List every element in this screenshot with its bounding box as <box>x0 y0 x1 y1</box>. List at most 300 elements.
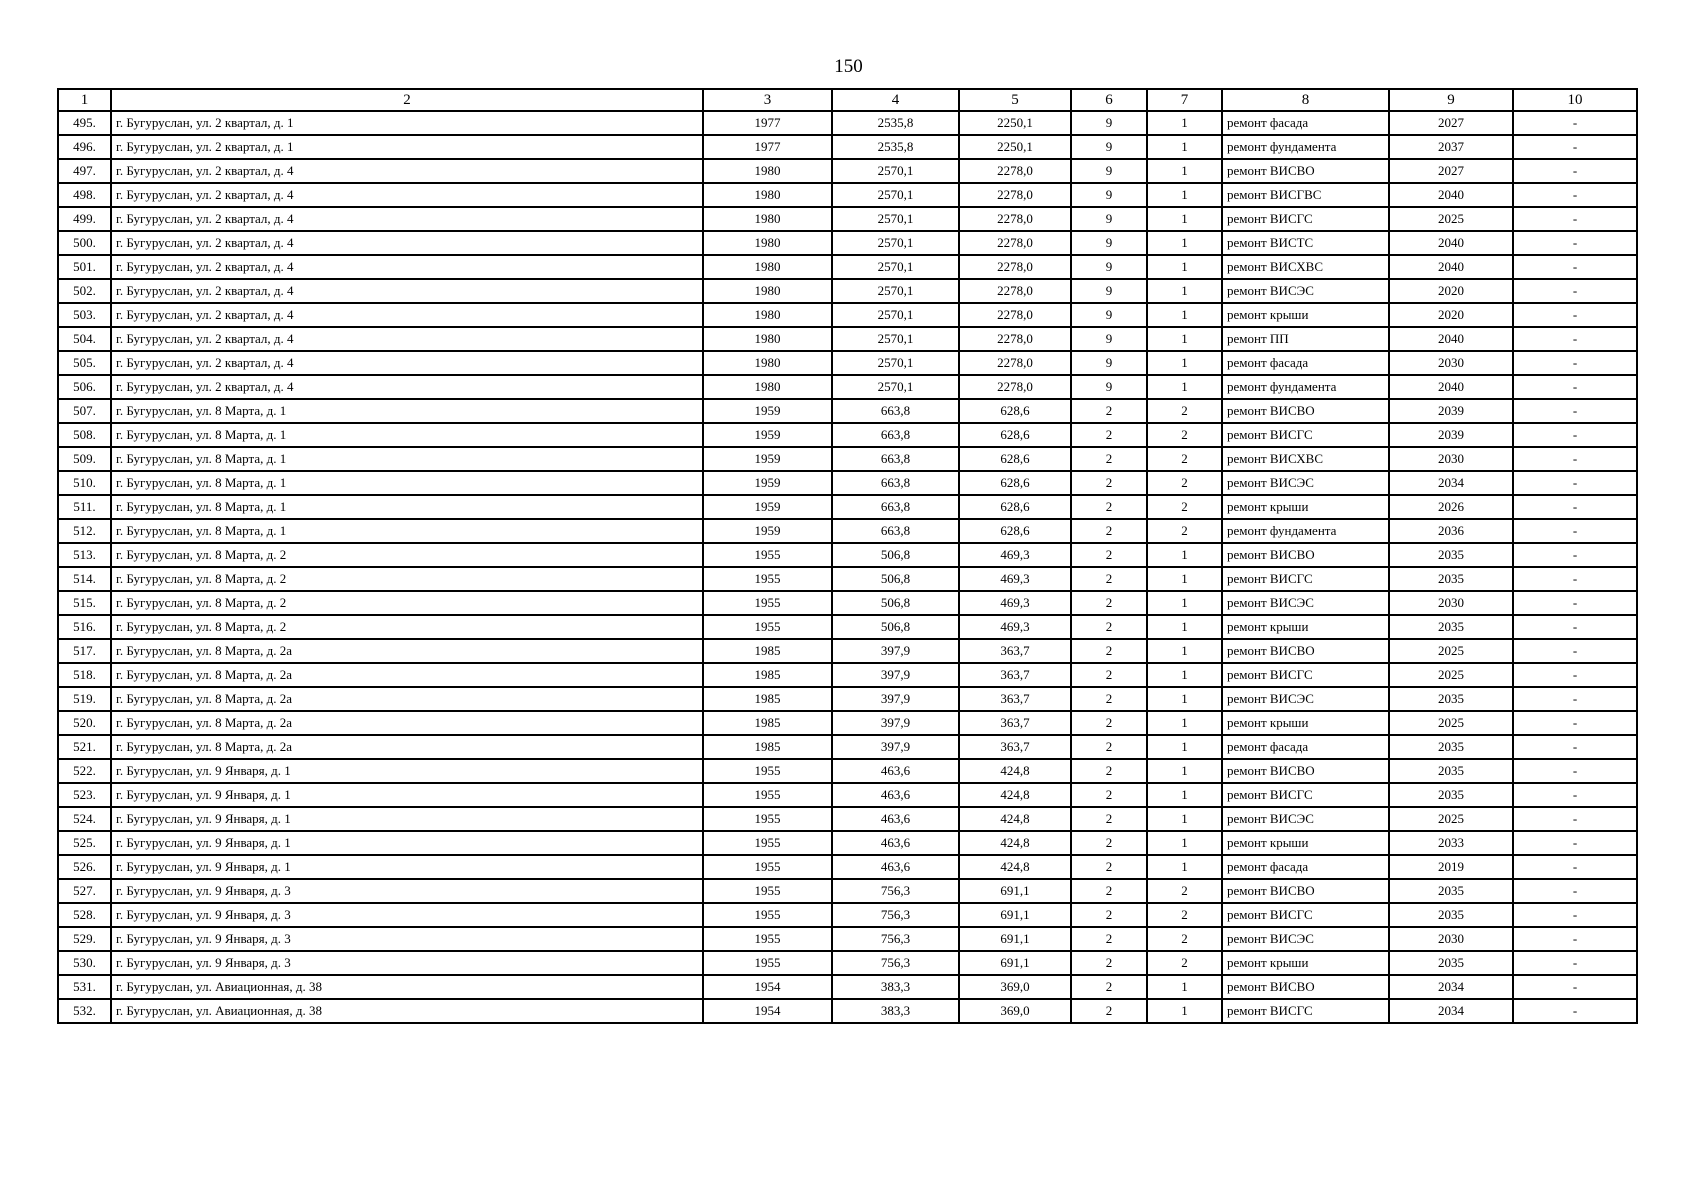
living-area-cell: 2278,0 <box>959 255 1071 279</box>
year-cell: 1985 <box>703 639 832 663</box>
total-area-cell: 2535,8 <box>832 111 959 135</box>
work-type-cell: ремонт ВИСХВС <box>1222 447 1389 471</box>
work-type-cell: ремонт ВИСЭС <box>1222 927 1389 951</box>
year-cell: 1955 <box>703 951 832 975</box>
work-type-cell: ремонт ВИСЭС <box>1222 687 1389 711</box>
floors-cell: 2 <box>1071 567 1147 591</box>
living-area-cell: 2278,0 <box>959 159 1071 183</box>
table-row <box>58 927 1637 951</box>
table-body <box>58 111 1637 1023</box>
address-cell: г. Бугуруслан, ул. 8 Марта, д. 2 <box>111 567 703 591</box>
work-year-cell: 2035 <box>1389 735 1513 759</box>
year-cell: 1959 <box>703 519 832 543</box>
floors-cell: 9 <box>1071 207 1147 231</box>
row-number: 525. <box>58 831 111 855</box>
total-area-cell: 383,3 <box>832 999 959 1023</box>
entrances-cell: 1 <box>1147 159 1222 183</box>
year-cell: 1955 <box>703 855 832 879</box>
year-cell: 1955 <box>703 903 832 927</box>
living-area-cell: 469,3 <box>959 615 1071 639</box>
work-type-cell: ремонт крыши <box>1222 951 1389 975</box>
living-area-cell: 469,3 <box>959 543 1071 567</box>
table-row <box>58 735 1637 759</box>
note-cell: - <box>1513 687 1637 711</box>
note-cell: - <box>1513 999 1637 1023</box>
floors-cell: 2 <box>1071 975 1147 999</box>
table-row <box>58 807 1637 831</box>
work-type-cell: ремонт фасада <box>1222 351 1389 375</box>
note-cell: - <box>1513 639 1637 663</box>
entrances-cell: 1 <box>1147 711 1222 735</box>
note-cell: - <box>1513 279 1637 303</box>
table-row <box>58 711 1637 735</box>
table-row <box>58 351 1637 375</box>
total-area-cell: 756,3 <box>832 879 959 903</box>
row-number: 527. <box>58 879 111 903</box>
note-cell: - <box>1513 855 1637 879</box>
row-number: 516. <box>58 615 111 639</box>
address-cell: г. Бугуруслан, ул. 8 Марта, д. 1 <box>111 399 703 423</box>
year-cell: 1985 <box>703 663 832 687</box>
living-area-cell: 2278,0 <box>959 327 1071 351</box>
floors-cell: 2 <box>1071 903 1147 927</box>
total-area-cell: 397,9 <box>832 711 959 735</box>
entrances-cell: 1 <box>1147 591 1222 615</box>
entrances-cell: 2 <box>1147 423 1222 447</box>
note-cell: - <box>1513 951 1637 975</box>
address-cell: г. Бугуруслан, ул. 9 Января, д. 3 <box>111 903 703 927</box>
living-area-cell: 424,8 <box>959 807 1071 831</box>
living-area-cell: 424,8 <box>959 855 1071 879</box>
work-year-cell: 2040 <box>1389 231 1513 255</box>
work-year-cell: 2040 <box>1389 327 1513 351</box>
year-cell: 1977 <box>703 111 832 135</box>
note-cell: - <box>1513 495 1637 519</box>
total-area-cell: 663,8 <box>832 399 959 423</box>
work-year-cell: 2034 <box>1389 471 1513 495</box>
column-header-4: 4 <box>832 89 959 111</box>
table-row <box>58 855 1637 879</box>
floors-cell: 9 <box>1071 135 1147 159</box>
entrances-cell: 1 <box>1147 183 1222 207</box>
work-year-cell: 2034 <box>1389 975 1513 999</box>
living-area-cell: 363,7 <box>959 735 1071 759</box>
row-number: 509. <box>58 447 111 471</box>
entrances-cell: 2 <box>1147 519 1222 543</box>
total-area-cell: 506,8 <box>832 591 959 615</box>
table-row <box>58 375 1637 399</box>
note-cell: - <box>1513 567 1637 591</box>
row-number: 510. <box>58 471 111 495</box>
year-cell: 1980 <box>703 375 832 399</box>
row-number: 521. <box>58 735 111 759</box>
floors-cell: 2 <box>1071 495 1147 519</box>
address-cell: г. Бугуруслан, ул. 9 Января, д. 3 <box>111 951 703 975</box>
note-cell: - <box>1513 447 1637 471</box>
table-row <box>58 255 1637 279</box>
row-number: 511. <box>58 495 111 519</box>
entrances-cell: 1 <box>1147 279 1222 303</box>
total-area-cell: 756,3 <box>832 927 959 951</box>
living-area-cell: 691,1 <box>959 879 1071 903</box>
living-area-cell: 2278,0 <box>959 303 1071 327</box>
floors-cell: 2 <box>1071 855 1147 879</box>
year-cell: 1959 <box>703 423 832 447</box>
table-row <box>58 423 1637 447</box>
total-area-cell: 2570,1 <box>832 183 959 207</box>
work-type-cell: ремонт ВИСГС <box>1222 903 1389 927</box>
work-type-cell: ремонт ВИСЭС <box>1222 807 1389 831</box>
address-cell: г. Бугуруслан, ул. 2 квартал, д. 4 <box>111 375 703 399</box>
note-cell: - <box>1513 591 1637 615</box>
living-area-cell: 691,1 <box>959 927 1071 951</box>
address-cell: г. Бугуруслан, ул. 8 Марта, д. 2 <box>111 591 703 615</box>
year-cell: 1959 <box>703 399 832 423</box>
entrances-cell: 1 <box>1147 135 1222 159</box>
entrances-cell: 1 <box>1147 615 1222 639</box>
work-year-cell: 2025 <box>1389 711 1513 735</box>
total-area-cell: 2570,1 <box>832 351 959 375</box>
address-cell: г. Бугуруслан, ул. 2 квартал, д. 4 <box>111 231 703 255</box>
note-cell: - <box>1513 879 1637 903</box>
row-number: 523. <box>58 783 111 807</box>
row-number: 518. <box>58 663 111 687</box>
note-cell: - <box>1513 831 1637 855</box>
living-area-cell: 2250,1 <box>959 111 1071 135</box>
entrances-cell: 1 <box>1147 831 1222 855</box>
work-type-cell: ремонт ВИСВО <box>1222 975 1389 999</box>
entrances-cell: 2 <box>1147 927 1222 951</box>
work-year-cell: 2020 <box>1389 303 1513 327</box>
year-cell: 1980 <box>703 255 832 279</box>
entrances-cell: 1 <box>1147 639 1222 663</box>
address-cell: г. Бугуруслан, ул. 9 Января, д. 1 <box>111 783 703 807</box>
living-area-cell: 2278,0 <box>959 231 1071 255</box>
work-year-cell: 2030 <box>1389 351 1513 375</box>
header-row <box>58 89 1637 111</box>
table-row <box>58 615 1637 639</box>
entrances-cell: 1 <box>1147 111 1222 135</box>
floors-cell: 2 <box>1071 759 1147 783</box>
work-type-cell: ремонт ВИСХВС <box>1222 255 1389 279</box>
row-number: 514. <box>58 567 111 591</box>
address-cell: г. Бугуруслан, ул. 9 Января, д. 1 <box>111 759 703 783</box>
row-number: 524. <box>58 807 111 831</box>
column-header-1: 1 <box>58 89 111 111</box>
living-area-cell: 691,1 <box>959 903 1071 927</box>
table-row <box>58 831 1637 855</box>
table-row <box>58 471 1637 495</box>
entrances-cell: 2 <box>1147 903 1222 927</box>
floors-cell: 2 <box>1071 687 1147 711</box>
work-year-cell: 2025 <box>1389 207 1513 231</box>
table-row <box>58 687 1637 711</box>
year-cell: 1955 <box>703 567 832 591</box>
year-cell: 1985 <box>703 711 832 735</box>
total-area-cell: 2570,1 <box>832 303 959 327</box>
table-row <box>58 303 1637 327</box>
entrances-cell: 2 <box>1147 471 1222 495</box>
work-year-cell: 2020 <box>1389 279 1513 303</box>
address-cell: г. Бугуруслан, ул. Авиационная, д. 38 <box>111 975 703 999</box>
work-type-cell: ремонт ВИСГС <box>1222 783 1389 807</box>
address-cell: г. Бугуруслан, ул. 8 Марта, д. 2а <box>111 639 703 663</box>
note-cell: - <box>1513 615 1637 639</box>
work-type-cell: ремонт ВИСВО <box>1222 639 1389 663</box>
address-cell: г. Бугуруслан, ул. 2 квартал, д. 4 <box>111 207 703 231</box>
year-cell: 1954 <box>703 999 832 1023</box>
floors-cell: 2 <box>1071 951 1147 975</box>
work-year-cell: 2026 <box>1389 495 1513 519</box>
table-row <box>58 783 1637 807</box>
living-area-cell: 469,3 <box>959 567 1071 591</box>
floors-cell: 9 <box>1071 159 1147 183</box>
living-area-cell: 363,7 <box>959 663 1071 687</box>
address-cell: г. Бугуруслан, ул. 2 квартал, д. 4 <box>111 183 703 207</box>
floors-cell: 2 <box>1071 663 1147 687</box>
table-row <box>58 759 1637 783</box>
entrances-cell: 1 <box>1147 375 1222 399</box>
total-area-cell: 2570,1 <box>832 231 959 255</box>
total-area-cell: 506,8 <box>832 567 959 591</box>
note-cell: - <box>1513 663 1637 687</box>
entrances-cell: 2 <box>1147 879 1222 903</box>
row-number: 503. <box>58 303 111 327</box>
floors-cell: 2 <box>1071 807 1147 831</box>
row-number: 496. <box>58 135 111 159</box>
row-number: 512. <box>58 519 111 543</box>
entrances-cell: 1 <box>1147 687 1222 711</box>
total-area-cell: 463,6 <box>832 807 959 831</box>
entrances-cell: 2 <box>1147 399 1222 423</box>
note-cell: - <box>1513 183 1637 207</box>
total-area-cell: 2570,1 <box>832 279 959 303</box>
entrances-cell: 1 <box>1147 327 1222 351</box>
entrances-cell: 1 <box>1147 303 1222 327</box>
work-year-cell: 2037 <box>1389 135 1513 159</box>
note-cell: - <box>1513 159 1637 183</box>
row-number: 531. <box>58 975 111 999</box>
work-type-cell: ремонт ВИСВО <box>1222 543 1389 567</box>
row-number: 513. <box>58 543 111 567</box>
floors-cell: 9 <box>1071 111 1147 135</box>
entrances-cell: 2 <box>1147 951 1222 975</box>
year-cell: 1959 <box>703 495 832 519</box>
floors-cell: 2 <box>1071 831 1147 855</box>
total-area-cell: 397,9 <box>832 639 959 663</box>
total-area-cell: 663,8 <box>832 495 959 519</box>
total-area-cell: 2570,1 <box>832 255 959 279</box>
work-year-cell: 2019 <box>1389 855 1513 879</box>
registry-table <box>57 88 1638 1024</box>
work-year-cell: 2034 <box>1389 999 1513 1023</box>
entrances-cell: 1 <box>1147 207 1222 231</box>
note-cell: - <box>1513 471 1637 495</box>
living-area-cell: 2278,0 <box>959 183 1071 207</box>
address-cell: г. Бугуруслан, ул. 2 квартал, д. 4 <box>111 279 703 303</box>
work-type-cell: ремонт фасада <box>1222 855 1389 879</box>
address-cell: г. Бугуруслан, ул. 8 Марта, д. 1 <box>111 495 703 519</box>
row-number: 506. <box>58 375 111 399</box>
table-row <box>58 279 1637 303</box>
floors-cell: 9 <box>1071 375 1147 399</box>
table-row <box>58 399 1637 423</box>
total-area-cell: 463,6 <box>832 855 959 879</box>
row-number: 528. <box>58 903 111 927</box>
table-row <box>58 879 1637 903</box>
year-cell: 1980 <box>703 279 832 303</box>
living-area-cell: 2250,1 <box>959 135 1071 159</box>
floors-cell: 2 <box>1071 735 1147 759</box>
year-cell: 1954 <box>703 975 832 999</box>
work-type-cell: ремонт крыши <box>1222 711 1389 735</box>
living-area-cell: 2278,0 <box>959 375 1071 399</box>
table-row <box>58 567 1637 591</box>
row-number: 500. <box>58 231 111 255</box>
floors-cell: 2 <box>1071 591 1147 615</box>
floors-cell: 2 <box>1071 639 1147 663</box>
address-cell: г. Бугуруслан, ул. 8 Марта, д. 2а <box>111 663 703 687</box>
address-cell: г. Бугуруслан, ул. 2 квартал, д. 4 <box>111 255 703 279</box>
table-row <box>58 447 1637 471</box>
address-cell: г. Бугуруслан, ул. Авиационная, д. 38 <box>111 999 703 1023</box>
total-area-cell: 663,8 <box>832 519 959 543</box>
floors-cell: 9 <box>1071 279 1147 303</box>
living-area-cell: 628,6 <box>959 447 1071 471</box>
work-type-cell: ремонт фасада <box>1222 111 1389 135</box>
total-area-cell: 2570,1 <box>832 207 959 231</box>
table-row <box>58 519 1637 543</box>
year-cell: 1955 <box>703 759 832 783</box>
entrances-cell: 1 <box>1147 807 1222 831</box>
table-row <box>58 135 1637 159</box>
note-cell: - <box>1513 975 1637 999</box>
note-cell: - <box>1513 783 1637 807</box>
floors-cell: 2 <box>1071 783 1147 807</box>
note-cell: - <box>1513 711 1637 735</box>
work-year-cell: 2036 <box>1389 519 1513 543</box>
total-area-cell: 2570,1 <box>832 327 959 351</box>
work-type-cell: ремонт ВИСВО <box>1222 159 1389 183</box>
address-cell: г. Бугуруслан, ул. 9 Января, д. 3 <box>111 927 703 951</box>
note-cell: - <box>1513 303 1637 327</box>
work-year-cell: 2040 <box>1389 255 1513 279</box>
work-year-cell: 2025 <box>1389 639 1513 663</box>
total-area-cell: 506,8 <box>832 543 959 567</box>
work-year-cell: 2030 <box>1389 927 1513 951</box>
note-cell: - <box>1513 207 1637 231</box>
total-area-cell: 2535,8 <box>832 135 959 159</box>
living-area-cell: 424,8 <box>959 831 1071 855</box>
floors-cell: 2 <box>1071 711 1147 735</box>
table-row <box>58 543 1637 567</box>
entrances-cell: 1 <box>1147 255 1222 279</box>
note-cell: - <box>1513 255 1637 279</box>
work-year-cell: 2039 <box>1389 399 1513 423</box>
table-row <box>58 159 1637 183</box>
note-cell: - <box>1513 111 1637 135</box>
work-year-cell: 2035 <box>1389 903 1513 927</box>
total-area-cell: 383,3 <box>832 975 959 999</box>
total-area-cell: 663,8 <box>832 423 959 447</box>
table-row <box>58 975 1637 999</box>
floors-cell: 2 <box>1071 999 1147 1023</box>
living-area-cell: 369,0 <box>959 975 1071 999</box>
year-cell: 1955 <box>703 927 832 951</box>
floors-cell: 2 <box>1071 615 1147 639</box>
living-area-cell: 424,8 <box>959 783 1071 807</box>
total-area-cell: 2570,1 <box>832 375 959 399</box>
work-type-cell: ремонт ВИСГС <box>1222 567 1389 591</box>
floors-cell: 9 <box>1071 327 1147 351</box>
floors-cell: 2 <box>1071 399 1147 423</box>
floors-cell: 2 <box>1071 519 1147 543</box>
work-type-cell: ремонт фундамента <box>1222 375 1389 399</box>
work-year-cell: 2035 <box>1389 567 1513 591</box>
address-cell: г. Бугуруслан, ул. 8 Марта, д. 1 <box>111 423 703 447</box>
floors-cell: 9 <box>1071 351 1147 375</box>
living-area-cell: 628,6 <box>959 519 1071 543</box>
note-cell: - <box>1513 135 1637 159</box>
table-row <box>58 999 1637 1023</box>
note-cell: - <box>1513 903 1637 927</box>
entrances-cell: 1 <box>1147 735 1222 759</box>
work-year-cell: 2039 <box>1389 423 1513 447</box>
column-header-7: 7 <box>1147 89 1222 111</box>
address-cell: г. Бугуруслан, ул. 9 Января, д. 1 <box>111 807 703 831</box>
address-cell: г. Бугуруслан, ул. 8 Марта, д. 2а <box>111 711 703 735</box>
table-row <box>58 951 1637 975</box>
table-row <box>58 183 1637 207</box>
row-number: 517. <box>58 639 111 663</box>
address-cell: г. Бугуруслан, ул. 2 квартал, д. 4 <box>111 159 703 183</box>
row-number: 501. <box>58 255 111 279</box>
work-year-cell: 2027 <box>1389 159 1513 183</box>
work-year-cell: 2035 <box>1389 783 1513 807</box>
entrances-cell: 1 <box>1147 783 1222 807</box>
note-cell: - <box>1513 543 1637 567</box>
work-year-cell: 2035 <box>1389 543 1513 567</box>
year-cell: 1955 <box>703 807 832 831</box>
note-cell: - <box>1513 759 1637 783</box>
work-type-cell: ремонт ВИСВО <box>1222 759 1389 783</box>
work-year-cell: 2040 <box>1389 375 1513 399</box>
row-number: 529. <box>58 927 111 951</box>
work-type-cell: ремонт ВИСГВС <box>1222 183 1389 207</box>
living-area-cell: 469,3 <box>959 591 1071 615</box>
work-year-cell: 2040 <box>1389 183 1513 207</box>
living-area-cell: 2278,0 <box>959 351 1071 375</box>
work-year-cell: 2030 <box>1389 447 1513 471</box>
floors-cell: 2 <box>1071 927 1147 951</box>
year-cell: 1955 <box>703 831 832 855</box>
year-cell: 1985 <box>703 687 832 711</box>
year-cell: 1955 <box>703 591 832 615</box>
address-cell: г. Бугуруслан, ул. 9 Января, д. 1 <box>111 831 703 855</box>
table-row <box>58 207 1637 231</box>
year-cell: 1980 <box>703 207 832 231</box>
floors-cell: 2 <box>1071 543 1147 567</box>
note-cell: - <box>1513 519 1637 543</box>
total-area-cell: 397,9 <box>832 687 959 711</box>
work-year-cell: 2035 <box>1389 759 1513 783</box>
total-area-cell: 756,3 <box>832 951 959 975</box>
note-cell: - <box>1513 399 1637 423</box>
address-cell: г. Бугуруслан, ул. 2 квартал, д. 4 <box>111 303 703 327</box>
year-cell: 1985 <box>703 735 832 759</box>
column-header-5: 5 <box>959 89 1071 111</box>
year-cell: 1977 <box>703 135 832 159</box>
